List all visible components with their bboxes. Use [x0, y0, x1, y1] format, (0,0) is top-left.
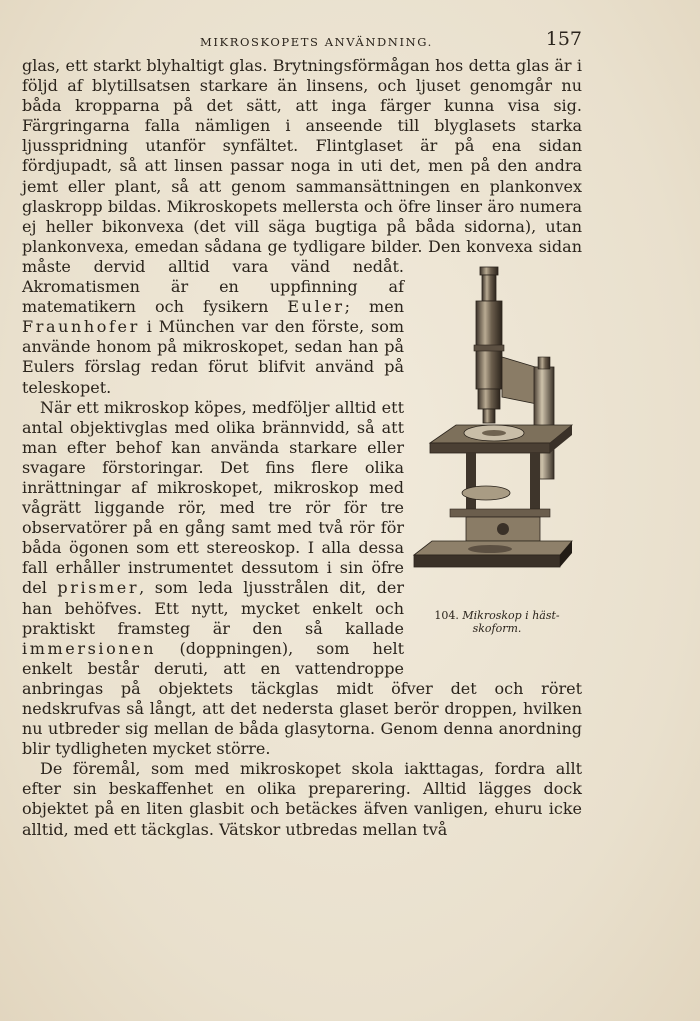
paragraph-2-start: När ett mikroskop köpes, medföljer alltid ett antal objektivglas med olika brännvidd, så att man efter behof kan använda starkare eller svagare förstoringar. Det fins flere olika inrättningar af mikroskopet, mikroskop med vågrätt liggande rör, med tre rör för tre observatörer på en gång samt med två rör för båda ögonen som ett stereoskop. I alla dessa fall erhåller instrumentet dessutom i sin öfre del	[22, 397, 404, 598]
paragraph-2-mid: , som leda ljusstrålen dit, der han behöfves. Ett nytt, mycket enkelt och praktiskt framsteg är den så kallade	[22, 578, 404, 638]
figure-caption-text: Mikroskop i häst-skoform.	[462, 608, 560, 635]
paragraph-1-end: i München var den förste, som använde honom på mikroskopet, sedan han på Eulers förslag redan förut blifvit använd på teleskopet.	[22, 317, 404, 397]
name-euler: Euler	[287, 297, 345, 317]
paragraph-1-continued: alltid vara vänd nedåt. Akromatismen är en uppfinning af matematikern och fysikern	[22, 256, 404, 317]
figure-caption	[410, 609, 584, 635]
name-fraunhofer: Fraunhofer	[22, 317, 140, 337]
term-prismer: prismer	[57, 578, 140, 598]
figure-104	[412, 257, 582, 669]
paragraph-3: De föremål, som med mikroskopet skola iakttagas, fordra allt efter sin beskaffenhet en olika preparering. Alltid lägges dock objektet på en liten glasbit och betäckes äfven vanligen, ehuru icke alltid, med ett täckglas. Vätskor utbredas mellan två	[22, 759, 582, 839]
paragraph-1-start: glas, ett starkt blyhaltigt glas. Brytningsförmågan hos detta glas är i följd af blytillsatsen starkare än linsens, och ljuset genomgår nu båda kropparna på det sätt, att inga färger kunna visa sig. Färgringarna falla nämligen i anseende till blyglasets starka ljusspridning utanför synfältet. Flintglaset är på ena sidan fördjupadt, så att linsen passar noga in uti det, men på den andra jemt eller plant, så att genom sammansättningen en plankonvex glaskropp bildas. Mikroskopets mellersta och öfre linser äro numera ej heller bikonvexa (det vill säga bugtiga på båda sidorna), utan plankonvexa, emedan sådana ge tydligare bilder. Den konvexa sidan måste dervid	[22, 56, 582, 276]
figure-number: 104.	[434, 608, 459, 622]
page-header	[22, 28, 582, 56]
paragraph-2-end: (doppningen), som helt enkelt består deruti, att en vattendroppe anbringas på objektets täckglas midt öfver det och röret nedskrufvas så långt, att det nedersta glaset berör droppen, hvilken nu utbreder sig mellan de båda glasytorna. Genom denna anordning blir tydligheten mycket större.	[22, 638, 582, 759]
paragraph-1-mid: ; men	[344, 297, 404, 317]
body-text	[22, 56, 582, 840]
running-head: MIKROSKOPETS ANVÄNDNING.	[200, 35, 433, 49]
page-number: 157	[545, 28, 582, 50]
microscope-illustration-icon	[410, 265, 582, 605]
term-immersionen: immersionen	[22, 638, 157, 658]
